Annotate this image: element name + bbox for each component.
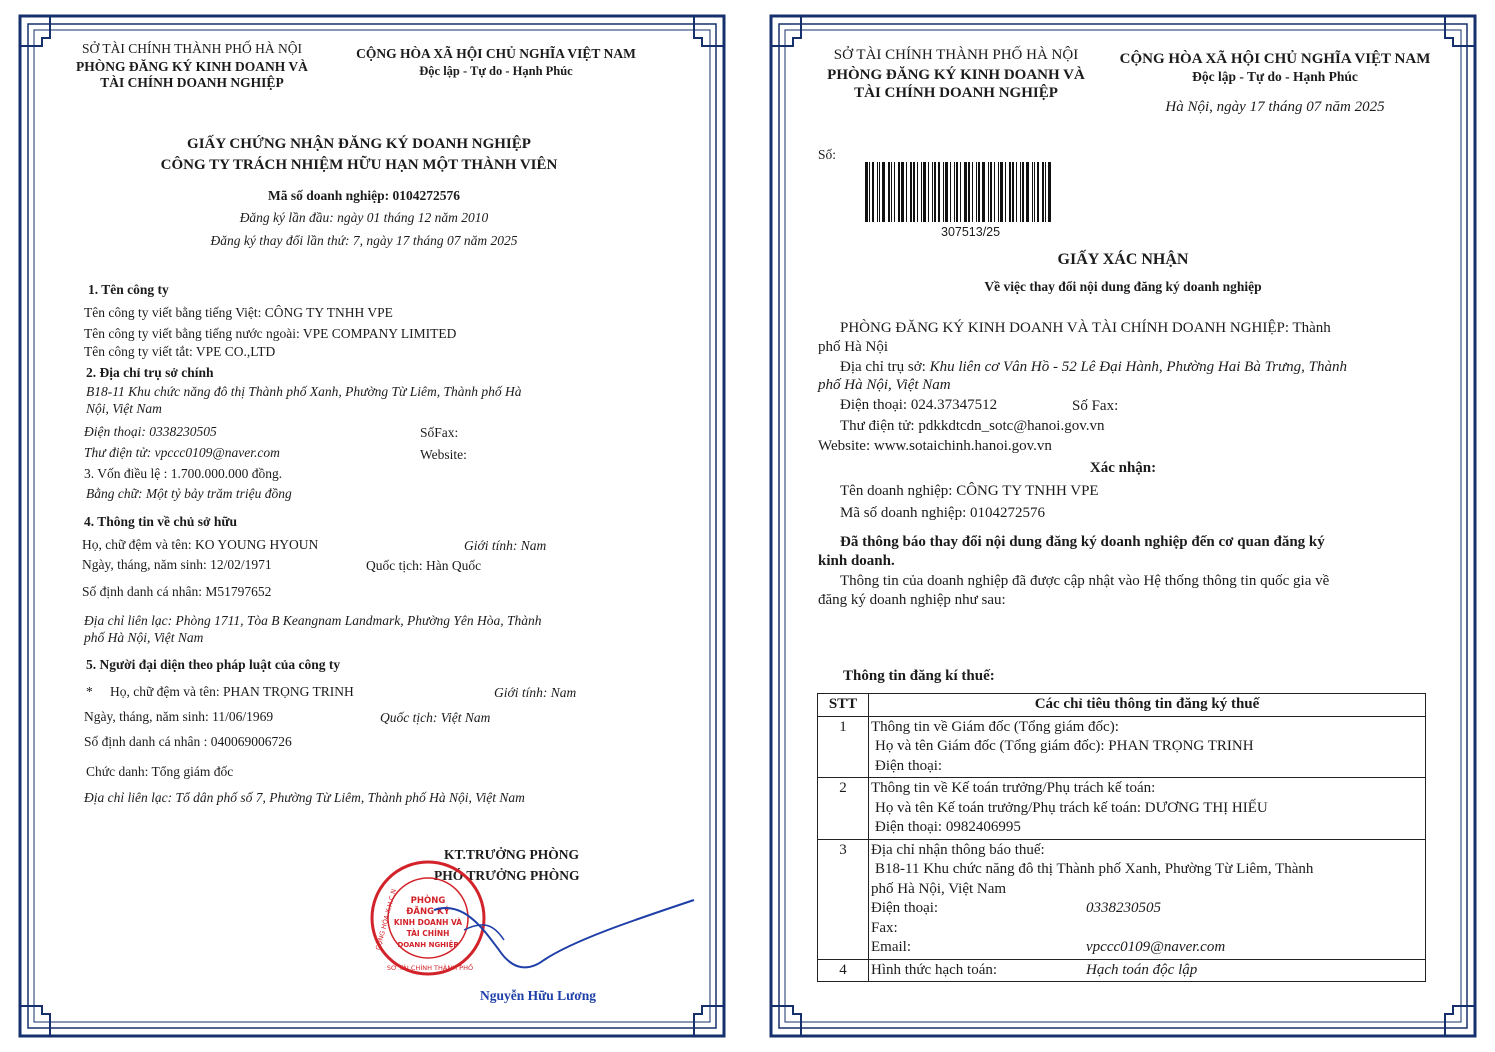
office-name-line2: phố Hà Nội — [818, 339, 888, 355]
barcode-bar — [1016, 162, 1017, 222]
barcode-bar — [898, 162, 900, 222]
hq-phone: Điện thoại: 0338230505 — [84, 424, 217, 439]
confirm-heading: Xác nhận: — [1089, 460, 1157, 476]
row-line: Điện thoại: — [875, 757, 943, 774]
barcode-bar — [950, 162, 951, 222]
table-row — [818, 839, 1426, 959]
barcode-bar — [938, 162, 940, 222]
rep-id: Số định danh cá nhân : 040069006726 — [84, 734, 292, 749]
office-phone: Điện thoại: 024.37347512 — [840, 397, 998, 413]
nation-name: CỘNG HÒA XÃ HỘI CHỦ NGHĨA VIỆT NAM — [1119, 51, 1431, 67]
company-code: Mã số doanh nghiệp: 0104272576 — [840, 505, 1045, 521]
barcode-bar — [869, 162, 870, 222]
barcode-bar — [934, 162, 936, 222]
barcode-bar — [988, 162, 989, 222]
row-number: 1 — [818, 716, 869, 778]
office-address-line1: Địa chỉ trụ sở: Khu liên cơ Vân Hồ - 52 Lê Đại Hành, Phường Hai Bà Trưng, Thành — [840, 359, 1347, 375]
office-name-line1: PHÒNG ĐĂNG KÝ KINH DOANH VÀ TÀI CHÍNH DOANH NGHIỆP: Thành — [840, 320, 1331, 336]
row-content — [869, 778, 1426, 840]
row-line: Họ và tên Giám đốc (Tổng giám đốc): PHAN TRỌNG TRINH — [875, 738, 1254, 754]
business-code: Mã số doanh nghiệp: 0104272576 — [267, 188, 461, 203]
svg-text:CỘNG HÒA X.H.C.N: CỘNG HÒA X.H.C.N — [374, 888, 399, 951]
barcode-bar — [888, 162, 890, 222]
svg-text:DOANH NGHIỆP: DOANH NGHIỆP — [397, 941, 459, 949]
sign-authority: KT.TRƯỞNG PHÒNG — [444, 847, 579, 862]
barcode-bar — [960, 162, 961, 222]
row-line: phố Hà Nội, Việt Nam — [871, 880, 1007, 897]
barcode-bar — [1034, 162, 1035, 222]
barcode-bar — [1000, 162, 1003, 222]
svg-text:KINH DOANH VÀ: KINH DOANH VÀ — [393, 918, 463, 927]
nation-motto: Độc lập - Tự do - Hạnh Phúc — [1192, 69, 1358, 84]
office-fax: Số Fax: — [1072, 398, 1119, 414]
barcode-bar — [954, 162, 955, 222]
rep-bullet: * — [86, 684, 93, 699]
hq-email: Thư điện tử: vpccc0109@naver.com — [84, 445, 280, 460]
column-header-info: Các chỉ tiêu thông tin đăng ký thuế — [869, 694, 1426, 717]
agency-department-2: TÀI CHÍNH DOANH NGHIỆP — [854, 85, 1058, 101]
owner-dob: Ngày, tháng, năm sinh: 12/02/1971 — [82, 557, 272, 572]
barcode-number: 307513/25 — [941, 225, 1001, 239]
certificate-page — [14, 10, 730, 1042]
barcode-bar — [943, 162, 944, 222]
barcode-bar — [906, 162, 907, 222]
owner-id: Số định danh cá nhân: M51797652 — [82, 584, 272, 599]
issue-date: Hà Nội, ngày 17 tháng 07 năm 2025 — [1165, 99, 1385, 115]
row-content — [869, 839, 1426, 959]
rep-name: Họ, chữ đệm và tên: PHAN TRỌNG TRINH — [110, 684, 354, 699]
row-line: Thông tin về Giám đốc (Tổng giám đốc): — [871, 718, 1119, 735]
row-line: B18-11 Khu chức năng đô thị Thành phố Xanh, Phường Từ Liêm, Thành — [875, 861, 1314, 877]
svg-text:PHÒNG: PHÒNG — [410, 896, 446, 906]
nation-motto: Độc lập - Tự do - Hạnh Phúc — [419, 64, 573, 78]
change-registration: Đăng ký thay đổi lần thứ: 7, ngày 17 tháng 07 năm 2025 — [210, 233, 518, 248]
rep-dob: Ngày, tháng, năm sinh: 11/06/1969 — [84, 709, 274, 724]
rep-title: Chức danh: Tổng giám đốc — [86, 764, 234, 779]
row-number: 4 — [818, 959, 869, 982]
barcode-bar — [1020, 162, 1021, 222]
table-header-row — [818, 694, 1426, 717]
barcode-bar — [994, 162, 995, 222]
barcode-bar — [1005, 162, 1006, 222]
row-line: Điện thoại: 0982406995 — [875, 819, 1021, 835]
barcode-bar — [972, 162, 973, 222]
barcode-bar — [1042, 162, 1044, 222]
barcode-bar — [1012, 162, 1014, 222]
hq-address-line1: B18-11 Khu chức năng đô thị Thành phố Xanh, Phường Từ Liêm, Thành phố Hà — [86, 384, 522, 399]
barcode-bar — [923, 162, 926, 222]
barcode-bar — [891, 162, 892, 222]
section-headquarters: 2. Địa chỉ trụ sở chính — [86, 365, 214, 380]
barcode-bar — [879, 162, 880, 222]
row-line: Thông tin về Kế toán trưởng/Phụ trách kế toán: — [871, 780, 1156, 796]
signature-icon — [404, 890, 704, 980]
barcode-bar — [990, 162, 992, 222]
hq-fax: SốFax: — [420, 425, 459, 440]
accounting-pair: Hình thức hạch toán: Hạch toán độc lập — [871, 961, 1198, 978]
agency-name: SỞ TÀI CHÍNH THÀNH PHỐ HÀ NỘI — [81, 41, 302, 56]
column-header-stt: STT — [818, 694, 869, 717]
phone-pair: Điện thoại: 0338230505 — [871, 900, 1161, 916]
barcode-bar — [1037, 162, 1039, 222]
owner-address-line2: phố Hà Nội, Việt Nam — [84, 630, 204, 645]
row-number: 2 — [818, 778, 869, 840]
barcode-bar — [968, 162, 970, 222]
section-owner: 4. Thông tin về chủ sở hữu — [84, 514, 238, 529]
table-row — [818, 959, 1426, 982]
barcode-bar — [978, 162, 980, 222]
owner-address-line1: Địa chỉ liên lạc: Phòng 1711, Tòa B Keangnam Landmark, Phường Yên Hòa, Thành — [84, 613, 542, 628]
barcode-bar — [956, 162, 958, 222]
barcode-bar — [901, 162, 904, 222]
barcode-bar — [998, 162, 999, 222]
update-line2: đăng ký doanh nghiệp như sau: — [818, 592, 1006, 608]
rep-nationality: Quốc tịch: Việt Nam — [380, 710, 491, 725]
owner-nationality: Quốc tịch: Hàn Quốc — [366, 558, 482, 573]
update-line1: Thông tin của doanh nghiệp đã được cập nhật vào Hệ thống thông tin quốc gia về — [840, 573, 1330, 589]
section-legal-rep: 5. Người đại diện theo pháp luật của công ty — [86, 657, 341, 672]
confirmation-subtitle: Về việc thay đổi nội dung đăng ký doanh nghiệp — [984, 279, 1262, 294]
tax-info-heading: Thông tin đăng kí thuế: — [843, 668, 995, 684]
barcode-bar — [877, 162, 878, 222]
barcode-bar — [1045, 162, 1046, 222]
rep-address: Địa chỉ liên lạc: Tổ dân phố số 7, Phường Từ Liêm, Thành phố Hà Nội, Việt Nam — [84, 790, 525, 805]
barcode-bar — [932, 162, 933, 222]
notice-line2: kinh doanh. — [818, 553, 895, 569]
owner-name: Họ, chữ đệm và tên: KO YOUNG HYOUN — [82, 537, 319, 552]
barcode-bar — [1022, 162, 1024, 222]
company-name-foreign: Tên công ty viết bằng tiếng nước ngoài: VPE COMPANY LIMITED — [84, 326, 457, 341]
barcode-bar — [894, 162, 895, 222]
document-number-label: Số: — [818, 147, 837, 162]
certificate-title: GIẤY CHỨNG NHẬN ĐĂNG KÝ DOANH NGHIỆP — [187, 136, 531, 152]
svg-text:ĐĂNG KÝ: ĐĂNG KÝ — [406, 907, 450, 917]
barcode-bar — [976, 162, 977, 222]
svg-text:SỞ TÀI CHÍNH THÀNH PHỐ: SỞ TÀI CHÍNH THÀNH PHỐ — [386, 964, 474, 972]
barcode-bar — [1048, 162, 1051, 222]
agency-department: PHÒNG ĐĂNG KÝ KINH DOANH VÀ — [76, 59, 308, 74]
barcode-bar — [945, 162, 948, 222]
barcode-bar — [913, 162, 915, 222]
svg-text:TÀI CHÍNH: TÀI CHÍNH — [406, 929, 450, 938]
row-content — [869, 959, 1426, 982]
owner-gender: Giới tính: Nam — [464, 538, 547, 553]
office-website: Website: www.sotaichinh.hanoi.gov.vn — [818, 438, 1052, 454]
email-pair: Email: vpccc0109@naver.com — [871, 939, 1226, 955]
company-name-short: Tên công ty viết tắt: VPE CO.,LTD — [84, 344, 276, 359]
row-content — [869, 716, 1426, 778]
barcode-bar — [917, 162, 918, 222]
agency-department-2: TÀI CHÍNH DOANH NGHIỆP — [100, 75, 284, 90]
row-line: Fax: — [871, 919, 898, 936]
agency-name: SỞ TÀI CHÍNH THÀNH PHỐ HÀ NỘI — [833, 47, 1079, 63]
barcode-bar — [1009, 162, 1011, 222]
company-name-vn: Tên công ty viết bằng tiếng Việt: CÔNG TY TNHH VPE — [84, 305, 393, 320]
notice-line1: Đã thông báo thay đổi nội dung đăng ký doanh nghiệp đến cơ quan đăng ký — [840, 534, 1325, 550]
charter-capital-words: Bằng chữ: Một tỷ bảy trăm triệu đồng — [86, 486, 292, 501]
section-company-name: 1. Tên công ty — [88, 282, 169, 297]
table-row — [818, 778, 1426, 840]
barcode-bar — [928, 162, 929, 222]
row-line: Họ và tên Kế toán trưởng/Phụ trách kế toán: DƯƠNG THỊ HIẾU — [875, 799, 1268, 816]
barcode-bar — [865, 162, 868, 222]
hq-address-line2: Nội, Việt Nam — [86, 401, 162, 416]
confirmation-page — [765, 10, 1481, 1042]
row-number: 3 — [818, 839, 869, 959]
barcode-bar — [1032, 162, 1033, 222]
barcode-bar — [882, 162, 885, 222]
confirmation-title: GIẤY XÁC NHẬN — [1057, 251, 1189, 268]
barcode-bar — [1026, 162, 1029, 222]
barcode-bar — [921, 162, 922, 222]
office-email: Thư điện tử: pdkkdtcdn_sotc@hanoi.gov.vn — [840, 418, 1105, 434]
table-row — [818, 716, 1426, 778]
tax-info-table — [817, 693, 1426, 982]
rep-gender: Giới tính: Nam — [494, 685, 577, 700]
sign-position: PHÓ TRƯỞNG PHÒNG — [434, 868, 580, 883]
nation-name: CỘNG HÒA XÃ HỘI CHỦ NGHĨA VIỆT NAM — [356, 46, 636, 61]
company-type: CÔNG TY TRÁCH NHIỆM HỮU HẠN MỘT THÀNH VIÊN — [160, 157, 558, 173]
barcode-bar — [872, 162, 874, 222]
barcode-bar — [982, 162, 985, 222]
barcode-icon — [865, 162, 1087, 222]
charter-capital: 3. Vốn điều lệ : 1.700.000.000 đồng. — [84, 466, 283, 481]
row-line: Địa chỉ nhận thông báo thuế: — [871, 841, 1045, 858]
agency-department: PHÒNG ĐĂNG KÝ KINH DOANH VÀ — [827, 67, 1085, 83]
signer-name: Nguyễn Hữu Lương — [480, 988, 596, 1003]
office-address-line2: phố Hà Nội, Việt Nam — [818, 377, 951, 393]
barcode-bar — [964, 162, 967, 222]
barcode-bar — [910, 162, 912, 222]
hq-website: Website: — [420, 447, 467, 462]
first-registration: Đăng ký lần đầu: ngày 01 tháng 12 năm 2010 — [239, 210, 489, 225]
company-name: Tên doanh nghiệp: CÔNG TY TNHH VPE — [840, 483, 1099, 499]
